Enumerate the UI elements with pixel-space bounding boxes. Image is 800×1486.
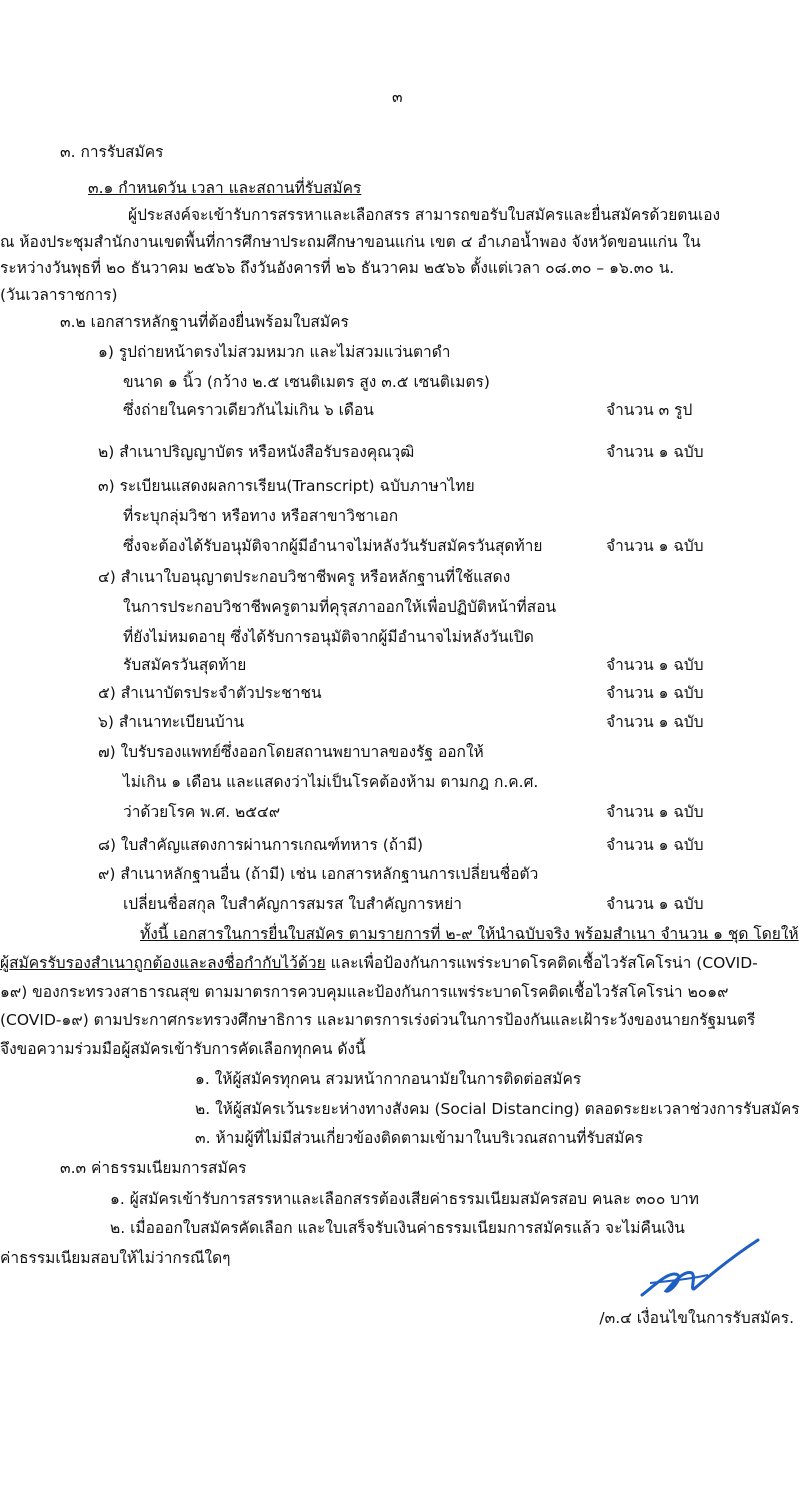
list-item: ๖) สำเนาทะเบียนบ้าน: [98, 713, 245, 731]
next-page-reference: /๓.๔ เงื่อนไขในการรับสมัคร.: [599, 1309, 794, 1327]
list-item: ๓) ระเบียนแสดงผลการเรียน(Transcript) ฉบับภาษาไทย: [98, 477, 475, 495]
list-item-cont: ขนาด ๑ นิ้ว (กว้าง ๒.๕ เซนติเมตร สูง ๓.๕ เซนติเมตร): [123, 373, 490, 391]
list-item: ๘) ใบสำคัญแสดงการผ่านการเกณฑ์ทหาร (ถ้ามี): [98, 836, 424, 854]
fee-item: ๒. เมื่อออกใบสมัครคัดเลือก และใบเสร็จรับเงินค่าธรรมเนียมการสมัครแล้ว จะไม่คืนเงิน: [110, 1219, 685, 1237]
list-item-cont: รับสมัครวันสุดท้าย: [123, 656, 247, 674]
list-item: ๕) สำเนาบัตรประจำตัวประชาชน: [98, 684, 322, 702]
fee-item-cont: ค่าธรรมเนียมสอบให้ไม่ว่ากรณีใดๆ: [0, 1249, 231, 1267]
note-line: [0, 952, 758, 974]
list-item: ๗) ใบรับรองแพทย์ซึ่งออกโดยสถานพยาบาลของรัฐ ออกให้: [98, 743, 484, 761]
item-quantity: จำนวน ๑ ฉบับ: [606, 443, 704, 461]
note-text: และเพื่อป้องกันการแพร่ระบาดโรคติดเชื้อไวรัสโคโรน่า (COVID-: [325, 954, 758, 972]
section-3-2-heading: ๓.๒ เอกสารหลักฐานที่ต้องยื่นพร้อมใบสมัคร: [60, 313, 349, 331]
item-quantity: จำนวน ๑ ฉบับ: [606, 803, 704, 821]
measure-item: ๒. ให้ผู้สมัครเว้นระยะห่างทางสังคม (Social Distancing) ตลอดระยะเวลาช่วงการรับสมัคร: [195, 1100, 800, 1118]
list-item-cont: ที่ระบุกลุ่มวิชา หรือทาง หรือสาขาวิชาเอก: [123, 507, 399, 525]
note-line: ๑๙) ของกระทรวงสาธารณสุข ตามมาตรการควบคุมและป้องกันการแพร่ระบาดโรคติดเชื้อไวรัสโคโรน่า ๒๐๑๙: [0, 983, 729, 1001]
page-number: ๓: [392, 88, 403, 106]
list-item-cont: ในการประกอบวิชาชีพครูตามที่คุรุสภาออกให้เพื่อปฏิบัติหน้าที่สอน: [123, 598, 557, 616]
fee-item: ๑. ผู้สมัครเข้ารับการสรรหาและเลือกสรรต้องเสียค่าธรรมเนียมสมัครสอบ คนละ ๓๐๐ บาท: [110, 1190, 699, 1208]
list-item-cont: ที่ยังไม่หมดอายุ ซึ่งได้รับการอนุมัติจากผู้มีอำนาจไม่หลังวันเปิด: [123, 628, 534, 646]
list-item-cont: ไม่เกิน ๑ เดือน และแสดงว่าไม่เป็นโรคต้องห้าม ตามกฎ ก.ค.ศ.: [123, 773, 539, 791]
item-quantity: จำนวน ๑ ฉบับ: [606, 836, 704, 854]
note-line: (COVID-๑๙) ตามประกาศกระทรวงศึกษาธิการ และมาตรการเร่งด่วนในการป้องกันและเฝ้าระวังของนายกรัฐมนตรี: [0, 1011, 756, 1029]
list-item-cont: ซึ่งถ่ายในคราวเดียวกันไม่เกิน ๖ เดือน: [123, 401, 374, 419]
note-line: ทั้งนี้ เอกสารในการยื่นใบสมัคร ตามรายการที่ ๒-๙ ให้นำฉบับจริง พร้อมสำเนา จำนวน ๑ ชุด โดยให้: [140, 925, 799, 943]
list-item: ๑) รูปถ่ายหน้าตรงไม่สวมหมวก และไม่สวมแว่นตาดำ: [98, 343, 451, 361]
item-quantity: จำนวน ๑ ฉบับ: [606, 684, 704, 702]
item-quantity: จำนวน ๑ ฉบับ: [606, 537, 704, 555]
item-quantity: จำนวน ๓ รูป: [606, 401, 693, 419]
note-underlined: ผู้สมัครรับรองสำเนาถูกต้องและลงชื่อกำกับไว้ด้วย: [0, 954, 326, 972]
list-item: ๔) สำเนาใบอนุญาตประกอบวิชาชีพครู หรือหลักฐานที่ใช้แสดง: [98, 568, 511, 586]
list-item-cont: ว่าด้วยโรค พ.ศ. ๒๕๔๙: [123, 803, 281, 821]
signature: [630, 1235, 770, 1305]
section-3-1-heading: ๓.๑ กำหนดวัน เวลา และสถานที่รับสมัคร: [88, 179, 362, 197]
list-item: ๒) สำเนาปริญญาบัตร หรือหนังสือรับรองคุณวุฒิ: [98, 443, 415, 461]
list-item-cont: เปลี่ยนชื่อสกุล ใบสำคัญการสมรส ใบสำคัญการหย่า: [123, 895, 462, 913]
paragraph-line: ผู้ประสงค์จะเข้ารับการสรรหาและเลือกสรร สามารถขอรับใบสมัครและยื่นสมัครด้วยตนเอง: [128, 206, 721, 224]
list-item-cont: ซึ่งจะต้องได้รับอนุมัติจากผู้มีอำนาจไม่หลังวันรับสมัครวันสุดท้าย: [123, 537, 543, 555]
note-line: จึงขอความร่วมมือผู้สมัครเข้ารับการคัดเลือกทุกคน ดังนี้: [0, 1040, 366, 1058]
section-title: ๓. การรับสมัคร: [60, 143, 164, 161]
paragraph-line: ระหว่างวันพุธที่ ๒๐ ธันวาคม ๒๕๖๖ ถึงวันอังคารที่ ๒๖ ธันวาคม ๒๕๖๖ ตั้งแต่เวลา ๐๘.๓๐ – ๑๖.๓๐ น.: [0, 259, 675, 277]
paragraph-line: (วันเวลาราชการ): [0, 286, 118, 304]
item-quantity: จำนวน ๑ ฉบับ: [606, 656, 704, 674]
measure-item: ๑. ให้ผู้สมัครทุกคน สวมหน้ากากอนามัยในการติดต่อสมัคร: [195, 1070, 582, 1088]
section-3-3-heading: ๓.๓ ค่าธรรมเนียมการสมัคร: [60, 1159, 247, 1177]
measure-item: ๓. ห้ามผู้ที่ไม่มีส่วนเกี่ยวข้องติดตามเข้ามาในบริเวณสถานที่รับสมัคร: [195, 1129, 644, 1147]
item-quantity: จำนวน ๑ ฉบับ: [606, 713, 704, 731]
paragraph-line: ณ ห้องประชุมสำนักงานเขตพื้นที่การศึกษาประถมศึกษาขอนแก่น เขต ๔ อำเภอน้ำพอง จังหวัดขอนแก่น ใน: [0, 233, 701, 251]
list-item: ๙) สำเนาหลักฐานอื่น (ถ้ามี) เช่น เอกสารหลักฐานการเปลี่ยนชื่อตัว: [98, 865, 539, 883]
item-quantity: จำนวน ๑ ฉบับ: [606, 895, 704, 913]
